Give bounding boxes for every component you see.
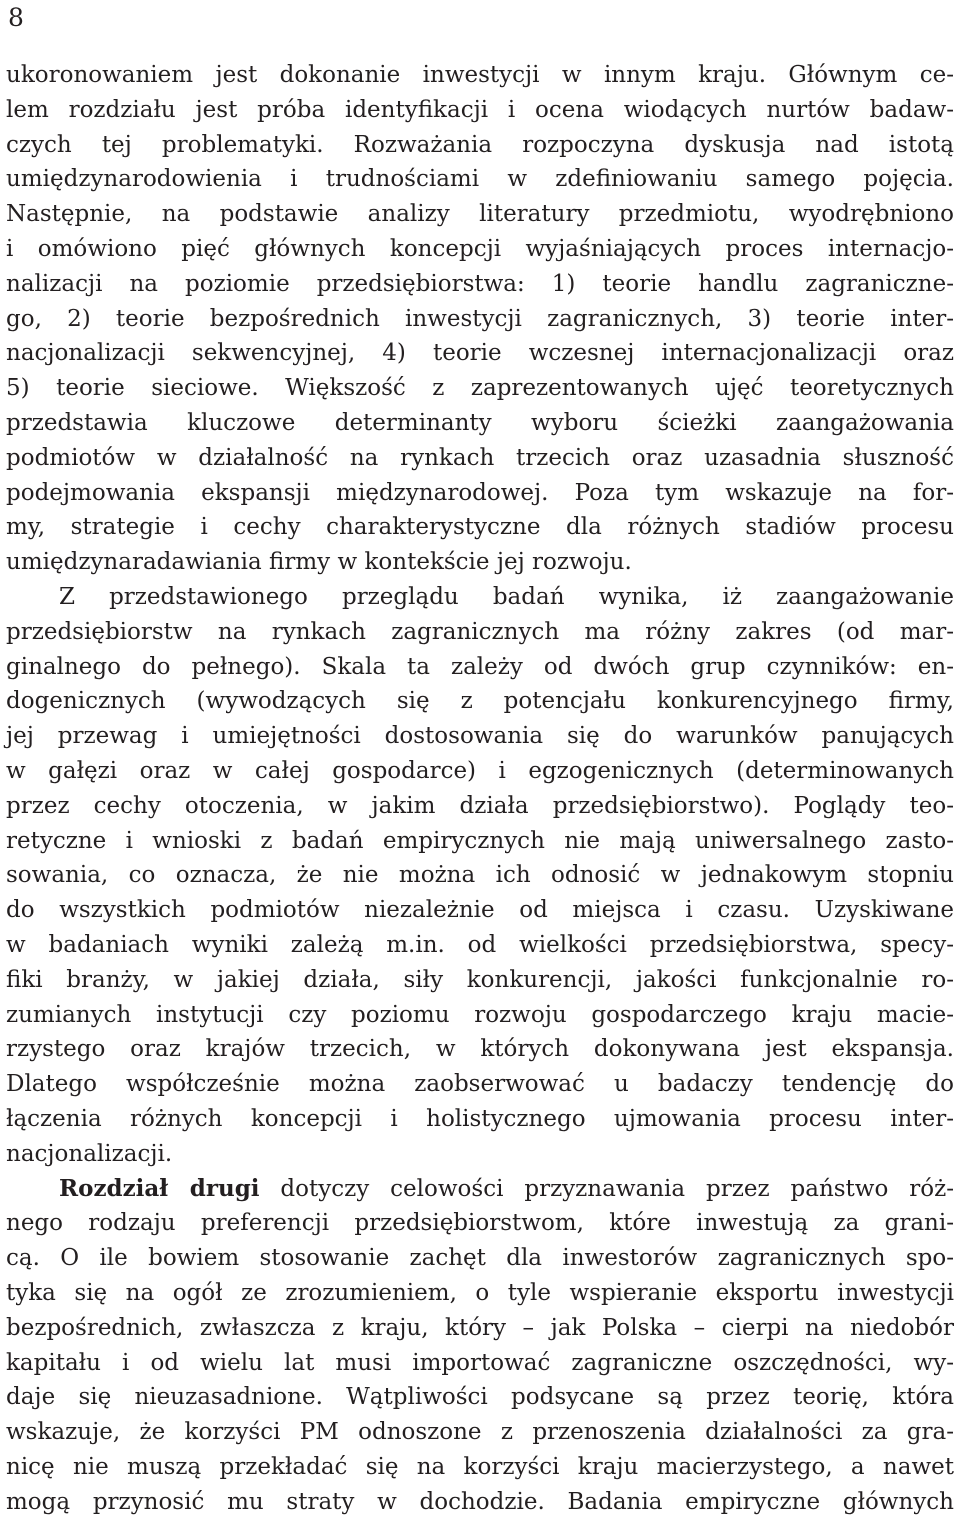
line-text: jej przewag i umiejętności dostosowania się do warunków panujących: [6, 723, 954, 750]
line-text: dogenicznych (wywodzących się z potencjału konkurencyjnego firmy,: [6, 688, 954, 715]
line-text: sowania, co oznacza, że nie można ich odnosić w jednakowym stopniu: [6, 862, 954, 889]
line-text: rzystego oraz krajów trzecich, w których dokonywana jest ekspansja.: [6, 1036, 954, 1063]
text-line: [6, 580, 954, 615]
text-line: [6, 302, 954, 337]
text-line: [6, 998, 954, 1033]
line-text: łączenia różnych koncepcji i holistycznego ujmowania procesu inter-: [6, 1106, 954, 1132]
text-line: [6, 1415, 954, 1450]
text-line: [6, 1276, 954, 1311]
line-text: kapitału i od wielu lat musi importować zagraniczne oszczędności, wy-: [6, 1349, 954, 1376]
text-line: [6, 789, 954, 824]
text-line: [6, 476, 954, 511]
line-text: Z przedstawionego przeglądu badań wynika, iż zaangażowanie: [59, 584, 954, 610]
line-text: podejmowania ekspansji międzynarodowej. Poza tym wskazuje na for-: [6, 479, 954, 506]
line-text: retyczne i wnioski z badań empirycznych nie mają uniwersalnego zasto-: [6, 827, 954, 854]
line-text: czych tej problematyki. Rozważania rozpoczyna dyskusja nad istotą: [6, 131, 954, 158]
line-text: mogą przynosić mu straty w dochodzie. Badania empiryczne głównych: [6, 1488, 954, 1515]
text-line: [6, 510, 954, 545]
line-text: go, 2) teorie bezpośrednich inwestycji zagranicznych, 3) teorie inter-: [6, 305, 954, 332]
text-line: [6, 615, 954, 650]
line-text: tyka się na ogół ze zrozumieniem, o tyle wspieranie eksportu inwestycji: [6, 1280, 954, 1306]
text-line: [6, 754, 954, 789]
line-text: my, strategie i cechy charakterystyczne dla różnych stadiów procesu: [6, 514, 954, 541]
line-text: przedstawia kluczowe determinanty wyboru ścieżki zaangażowania: [6, 410, 954, 436]
text-line: [6, 1032, 954, 1067]
line-text: przez cechy otoczenia, w jakim działa przedsiębiorstwo). Poglądy teo-: [6, 792, 954, 819]
line-text: ukoronowaniem jest dokonanie inwestycji w innym kraju. Głównym ce-: [6, 62, 954, 88]
text-line: [6, 336, 954, 371]
text-line: [6, 1450, 954, 1485]
page-number: 8: [8, 3, 24, 32]
line-text: umiędzynarodowienia i trudnościami w zdefiniowaniu samego pojęcia.: [6, 166, 954, 193]
text-line: [6, 1067, 954, 1102]
line-text: nacjonalizacji sekwencyjnej, 4) teorie wczesnej internacjonalizacji oraz: [6, 340, 954, 367]
line-text: Dlatego współcześnie można zaobserwować u badaczy tendencję do: [6, 1071, 954, 1098]
line-text: lem rozdziału jest próba identyfikacji i ocena wiodących nurtów badaw-: [6, 96, 954, 123]
line-text: ginalnego do pełnego). Skala ta zależy od dwóch grup czynników: en-: [6, 653, 954, 680]
text-line: [6, 893, 954, 928]
text-line: [6, 928, 954, 963]
line-text: bezpośrednich, zwłaszcza z kraju, który – jak Polska – cierpi na niedobór: [6, 1314, 954, 1341]
line-text: wskazuje, że korzyści PM odnoszone z przenoszenia działalności za gra-: [6, 1419, 954, 1446]
text-line: [6, 1346, 954, 1381]
line-text: umiędzynaradawiania firmy w kontekście jej rozwoju.: [6, 549, 632, 576]
text-line: [6, 93, 954, 128]
line-text: zumianych instytucji czy poziomu rozwoju gospodarczego kraju macie-: [6, 1001, 954, 1028]
line-text: przedsiębiorstw na rynkach zagranicznych ma różny zakres (od mar-: [6, 618, 954, 645]
line-text: w badaniach wyniki zależą m.in. od wielkości przedsiębiorstwa, specy-: [6, 932, 954, 958]
text-line: [6, 1137, 954, 1172]
line-text: nicę nie muszą przekładać się na korzyści kraju macierzystego, a nawet: [6, 1454, 954, 1480]
text-line: [6, 128, 954, 163]
line-text: 5) teorie sieciowe. Większość z zaprezentowanych ujęć teoretycznych: [6, 375, 954, 402]
text-line: [6, 1172, 954, 1207]
text-line: [6, 1485, 954, 1520]
text-line: [6, 545, 954, 580]
text-line: [6, 406, 954, 441]
line-text: i omówiono pięć głównych koncepcji wyjaśniających proces internacjo-: [6, 236, 954, 262]
text-line: [6, 1102, 954, 1137]
text-line: [6, 963, 954, 998]
text-line: [6, 371, 954, 406]
line-text: daje się nieuzasadnione. Wątpliwości podsycane są przez teorię, która: [6, 1384, 954, 1411]
line-text: podmiotów w działalność na rynkach trzecich oraz uzasadnia słuszność: [6, 444, 954, 471]
text-line: [6, 824, 954, 859]
text-line: [6, 162, 954, 197]
line-text: nego rodzaju preferencji przedsiębiorstwom, które inwestują za grani-: [6, 1210, 954, 1237]
text-line: [6, 58, 954, 93]
line-text: nalizacji na poziomie przedsiębiorstwa: 1) teorie handlu zagraniczne-: [6, 270, 954, 297]
text-line: [6, 1206, 954, 1241]
line-text: do wszystkich podmiotów niezależnie od miejsca i czasu. Uzyskiwane: [6, 897, 954, 924]
line-text: w gałęzi oraz w całej gospodarce) i egzogenicznych (determinowanych: [6, 758, 954, 784]
text-line: [6, 858, 954, 893]
text-line: [6, 684, 954, 719]
line-text: cą. O ile bowiem stosowanie zachęt dla inwestorów zagranicznych spo-: [6, 1245, 954, 1272]
text-line: [6, 650, 954, 685]
line-text: fiki branży, w jakiej działa, siły konkurencji, jakości funkcjonalnie ro-: [6, 966, 954, 993]
text-line: [6, 197, 954, 232]
text-line: [6, 441, 954, 476]
text-line: [6, 267, 954, 302]
text-line: [6, 232, 954, 267]
line-text: Następnie, na podstawie analizy literatury przedmiotu, wyodrębniono: [6, 201, 954, 228]
text-line: [6, 1241, 954, 1276]
text-line: [6, 1311, 954, 1346]
line-text: dotyczy celowości przyznawania przez państwo róż-: [259, 1175, 954, 1202]
text-line: [6, 719, 954, 754]
line-text: nacjonalizacji.: [6, 1140, 173, 1167]
section-heading-inline: Rozdział drugi: [59, 1174, 260, 1202]
text-line: [6, 1380, 954, 1415]
